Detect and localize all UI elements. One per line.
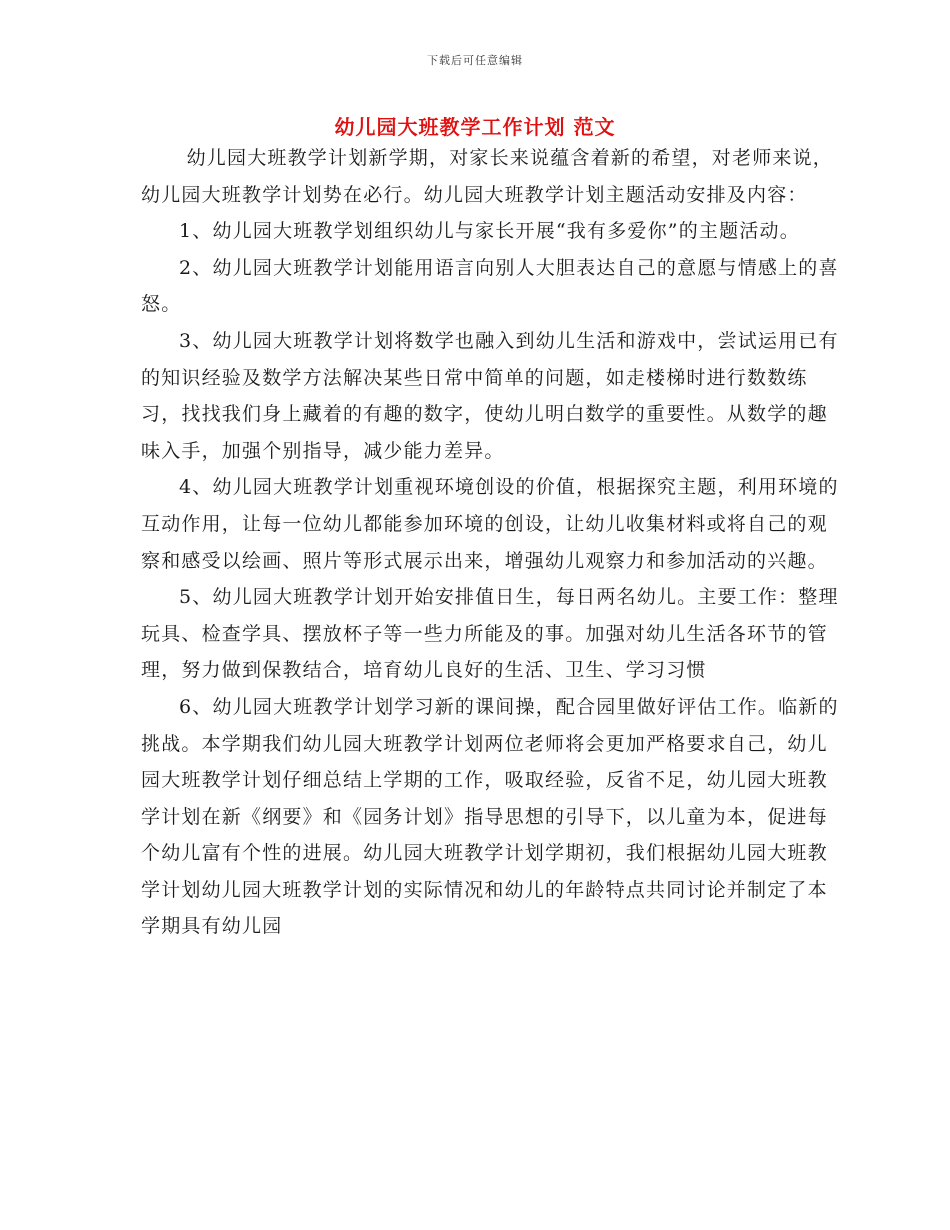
document-body bbox=[141, 140, 841, 945]
paragraph-intro: 幼儿园大班教学计划新学期，对家长来说蕴含着新的希望，对老师来说，幼儿园大班教学计划势在必行。幼儿园大班教学计划主题活动安排及内容： bbox=[141, 147, 833, 206]
paragraph-item-2: 2、幼儿园大班教学计划能用语言向别人大胆表达自己的意愿与情感上的喜怒。 bbox=[141, 256, 839, 316]
document-title: 幼儿园大班教学工作计划 范文 bbox=[334, 115, 616, 139]
paragraph-item-4: 4、幼儿园大班教学计划重视环境创设的价值，根据探究主题，利用环境的互动作用，让每一位幼儿都能参加环境的创设，让幼儿收集材料或将自己的观察和感受以绘画、照片等形式展示出来，增强幼儿观察力和参加活动的兴趣。 bbox=[141, 476, 839, 572]
paragraph-item-5: 5、幼儿园大班教学计划开始安排值日生，每日两名幼儿。主要工作：整理玩具、检查学具、摆放杯子等一些力所能及的事。加强对幼儿生活各环节的管理，努力做到保教结合，培育幼儿良好的生活、卫生、学习习惯 bbox=[141, 586, 839, 682]
paragraph-item-1: 1、幼儿园大班教学划组织幼儿与家长开展“我有多爱你”的主题活动。 bbox=[179, 220, 800, 243]
header-note: 下载后可任意编辑 bbox=[427, 54, 523, 67]
paragraph-item-6: 6、幼儿园大班教学计划学习新的课间操，配合园里做好评估工作。临新的挑战。本学期我们幼儿园大班教学计划两位老师将会更加严格要求自己，幼儿园大班教学计划仔细总结上学期的工作，吸取经验，反省不足，幼儿园大班教学计划在新《纲要》和《园务计划》指导思想的引导下，以儿童为本，促进每个幼儿富有个性的进展。幼儿园大班教学计划学期初，我们根据幼儿园大班教学计划幼儿园大班教学计划的实际情况和幼儿的年龄特点共同讨论并制定了本学期具有幼儿园 bbox=[141, 695, 839, 938]
paragraph-item-3: 3、幼儿园大班教学计划将数学也融入到幼儿生活和游戏中，尝试运用已有的知识经验及数学方法解决某些日常中简单的问题，如走楼梯时进行数数练习，找找我们身上藏着的有趣的数字，使幼儿明白数学的重要性。从数学的趣味入手，加强个别指导，减少能力差异。 bbox=[141, 329, 839, 462]
